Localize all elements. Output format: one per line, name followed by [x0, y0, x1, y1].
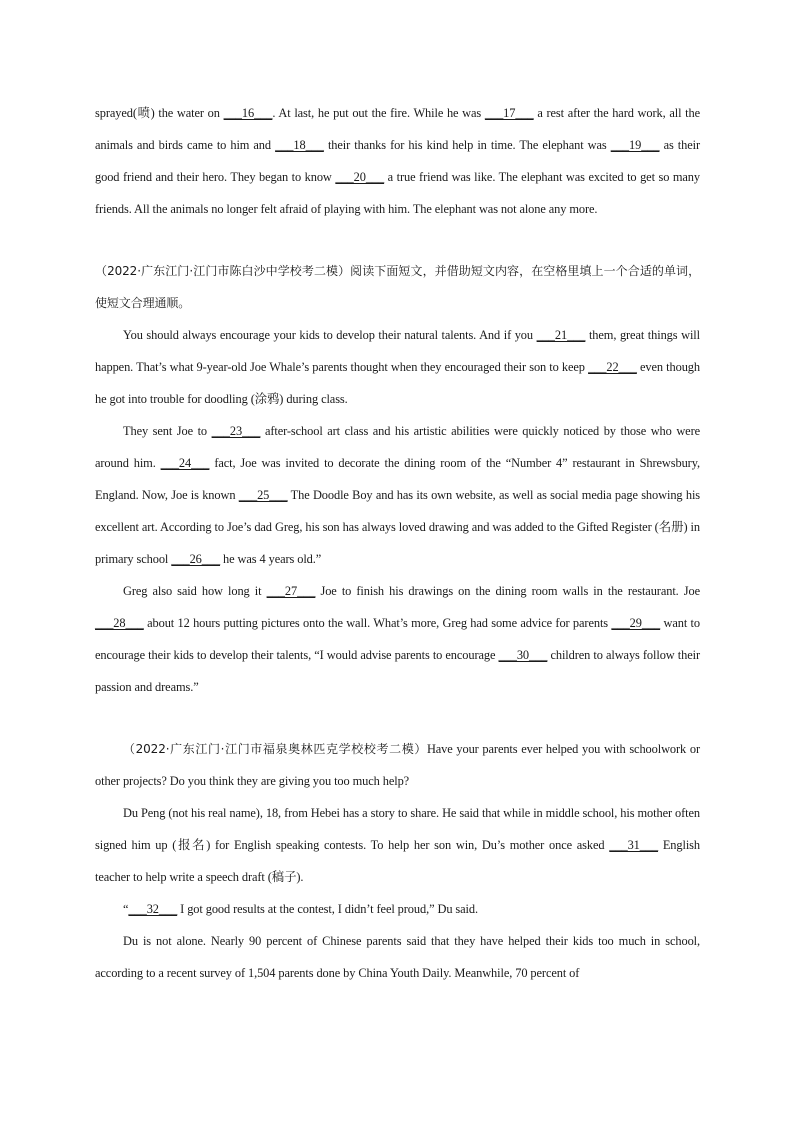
- blank-31[interactable]: ___31___: [609, 838, 659, 852]
- passage2-paragraph-2: [95, 415, 700, 575]
- text: want to encourage their kids to develop their talents, “I would advise parents to encourage: [95, 616, 700, 662]
- text: their thanks for his kind help in time. The elephant was: [323, 138, 611, 152]
- blank-25[interactable]: ___25___: [238, 488, 288, 502]
- blank-19[interactable]: ___19___: [610, 138, 660, 152]
- blank-24[interactable]: ___24___: [160, 456, 210, 470]
- passage3-paragraph-1: [95, 733, 700, 797]
- text: Joe to finish his drawings on the dining room walls in the restaurant. Joe: [315, 584, 701, 598]
- blank-20[interactable]: ___20___: [335, 170, 385, 184]
- blank-29[interactable]: ___29___: [611, 616, 661, 630]
- text: Du is not alone. Nearly 90 percent of Chinese parents said that they have helped their kids too much in school, according to a recent survey of 1,504 parents done by China Youth Daily. Meanwhile, 70 percent of: [95, 934, 700, 980]
- text: . At last, he put out the fire. While he was: [272, 106, 485, 120]
- passage2-paragraph-3: [95, 575, 700, 703]
- text: English teacher to help write a speech draft (稿子).: [95, 838, 700, 884]
- blank-22[interactable]: ___22___: [588, 360, 637, 374]
- text: a true friend was like. The elephant was excited to get so many friends. All the animals no longer felt afraid of playing with him. The elephant was not alone any more.: [95, 170, 700, 216]
- passage3-paragraph-4: [95, 925, 700, 989]
- text: fact, Joe was invited to decorate the dining room of the “Number 4” restaurant in Shrewsbury, England. Now, Joe is known: [95, 456, 700, 502]
- text: They sent Joe to: [123, 424, 212, 438]
- text: them, great things will happen. That’s what 9-year-old Joe Whale’s parents thought when they encouraged their son to keep: [95, 328, 700, 374]
- text: children to always follow their passion and dreams.”: [95, 648, 700, 694]
- text: about 12 hours putting pictures onto the wall. What’s more, Greg had some advice for parents: [143, 616, 612, 630]
- passage3-paragraph-2: [95, 797, 700, 893]
- passage2-header: （2022·广东江门·江门市陈白沙中学校考二模）阅读下面短文，并借助短文内容，在空格里填上一个合适的单词，使短文合理通顺。: [95, 264, 700, 310]
- blank-21[interactable]: ___21___: [536, 328, 586, 342]
- blank-23[interactable]: ___23___: [211, 424, 261, 438]
- blank-27[interactable]: ___27___: [266, 584, 316, 598]
- text: a rest after the hard work, all the animals and birds came to him and: [95, 106, 700, 152]
- text: as their good friend and their hero. They began to know: [95, 138, 700, 184]
- blank-26[interactable]: ___26___: [171, 552, 221, 566]
- document-page: [95, 97, 700, 989]
- text: The Doodle Boy and has its own website, as well as social media page showing his excellent art. According to Joe’s dad Greg, his son has always loved drawing and was added to the Gifted Register (名册) in primary school: [95, 488, 701, 566]
- blank-32[interactable]: ___32___: [128, 902, 178, 916]
- passage3-paragraph-3: [95, 893, 700, 925]
- text: after-school art class and his artistic abilities were quickly noticed by those who were around him.: [95, 424, 700, 470]
- text: Have your parents ever helped you with schoolwork or other projects? Do you think they are giving you too much help?: [95, 742, 700, 788]
- section-gap: [95, 225, 700, 255]
- text: Greg also said how long it: [123, 584, 267, 598]
- text: You should always encourage your kids to develop their natural talents. And if you: [123, 328, 537, 342]
- blank-18[interactable]: ___18___: [275, 138, 324, 152]
- text: Du Peng (not his real name), 18, from Hebei has a story to share. He said that while in middle school, his mother often signed him up (报名) for English speaking contests. To help her son win, Du’s mother once asked: [95, 806, 700, 852]
- passage3-header: （2022·广东江门·江门市福泉奥林匹克学校校考二模）: [123, 742, 427, 756]
- text: “: [123, 902, 129, 916]
- section-gap: [95, 703, 700, 733]
- passage1-paragraph: [95, 97, 700, 225]
- passage2-paragraph-1: [95, 319, 700, 415]
- blank-30[interactable]: ___30___: [498, 648, 548, 662]
- text: he was 4 years old.”: [220, 552, 322, 566]
- blank-16[interactable]: ___16___: [223, 106, 273, 120]
- text: I got good results at the contest, I didn’t feel proud,” Du said.: [177, 902, 478, 916]
- blank-17[interactable]: ___17___: [484, 106, 534, 120]
- text: sprayed(喷) the water on: [95, 106, 224, 120]
- text: even though he got into trouble for doodling (涂鸦) during class.: [95, 360, 700, 406]
- blank-28[interactable]: ___28___: [95, 616, 144, 630]
